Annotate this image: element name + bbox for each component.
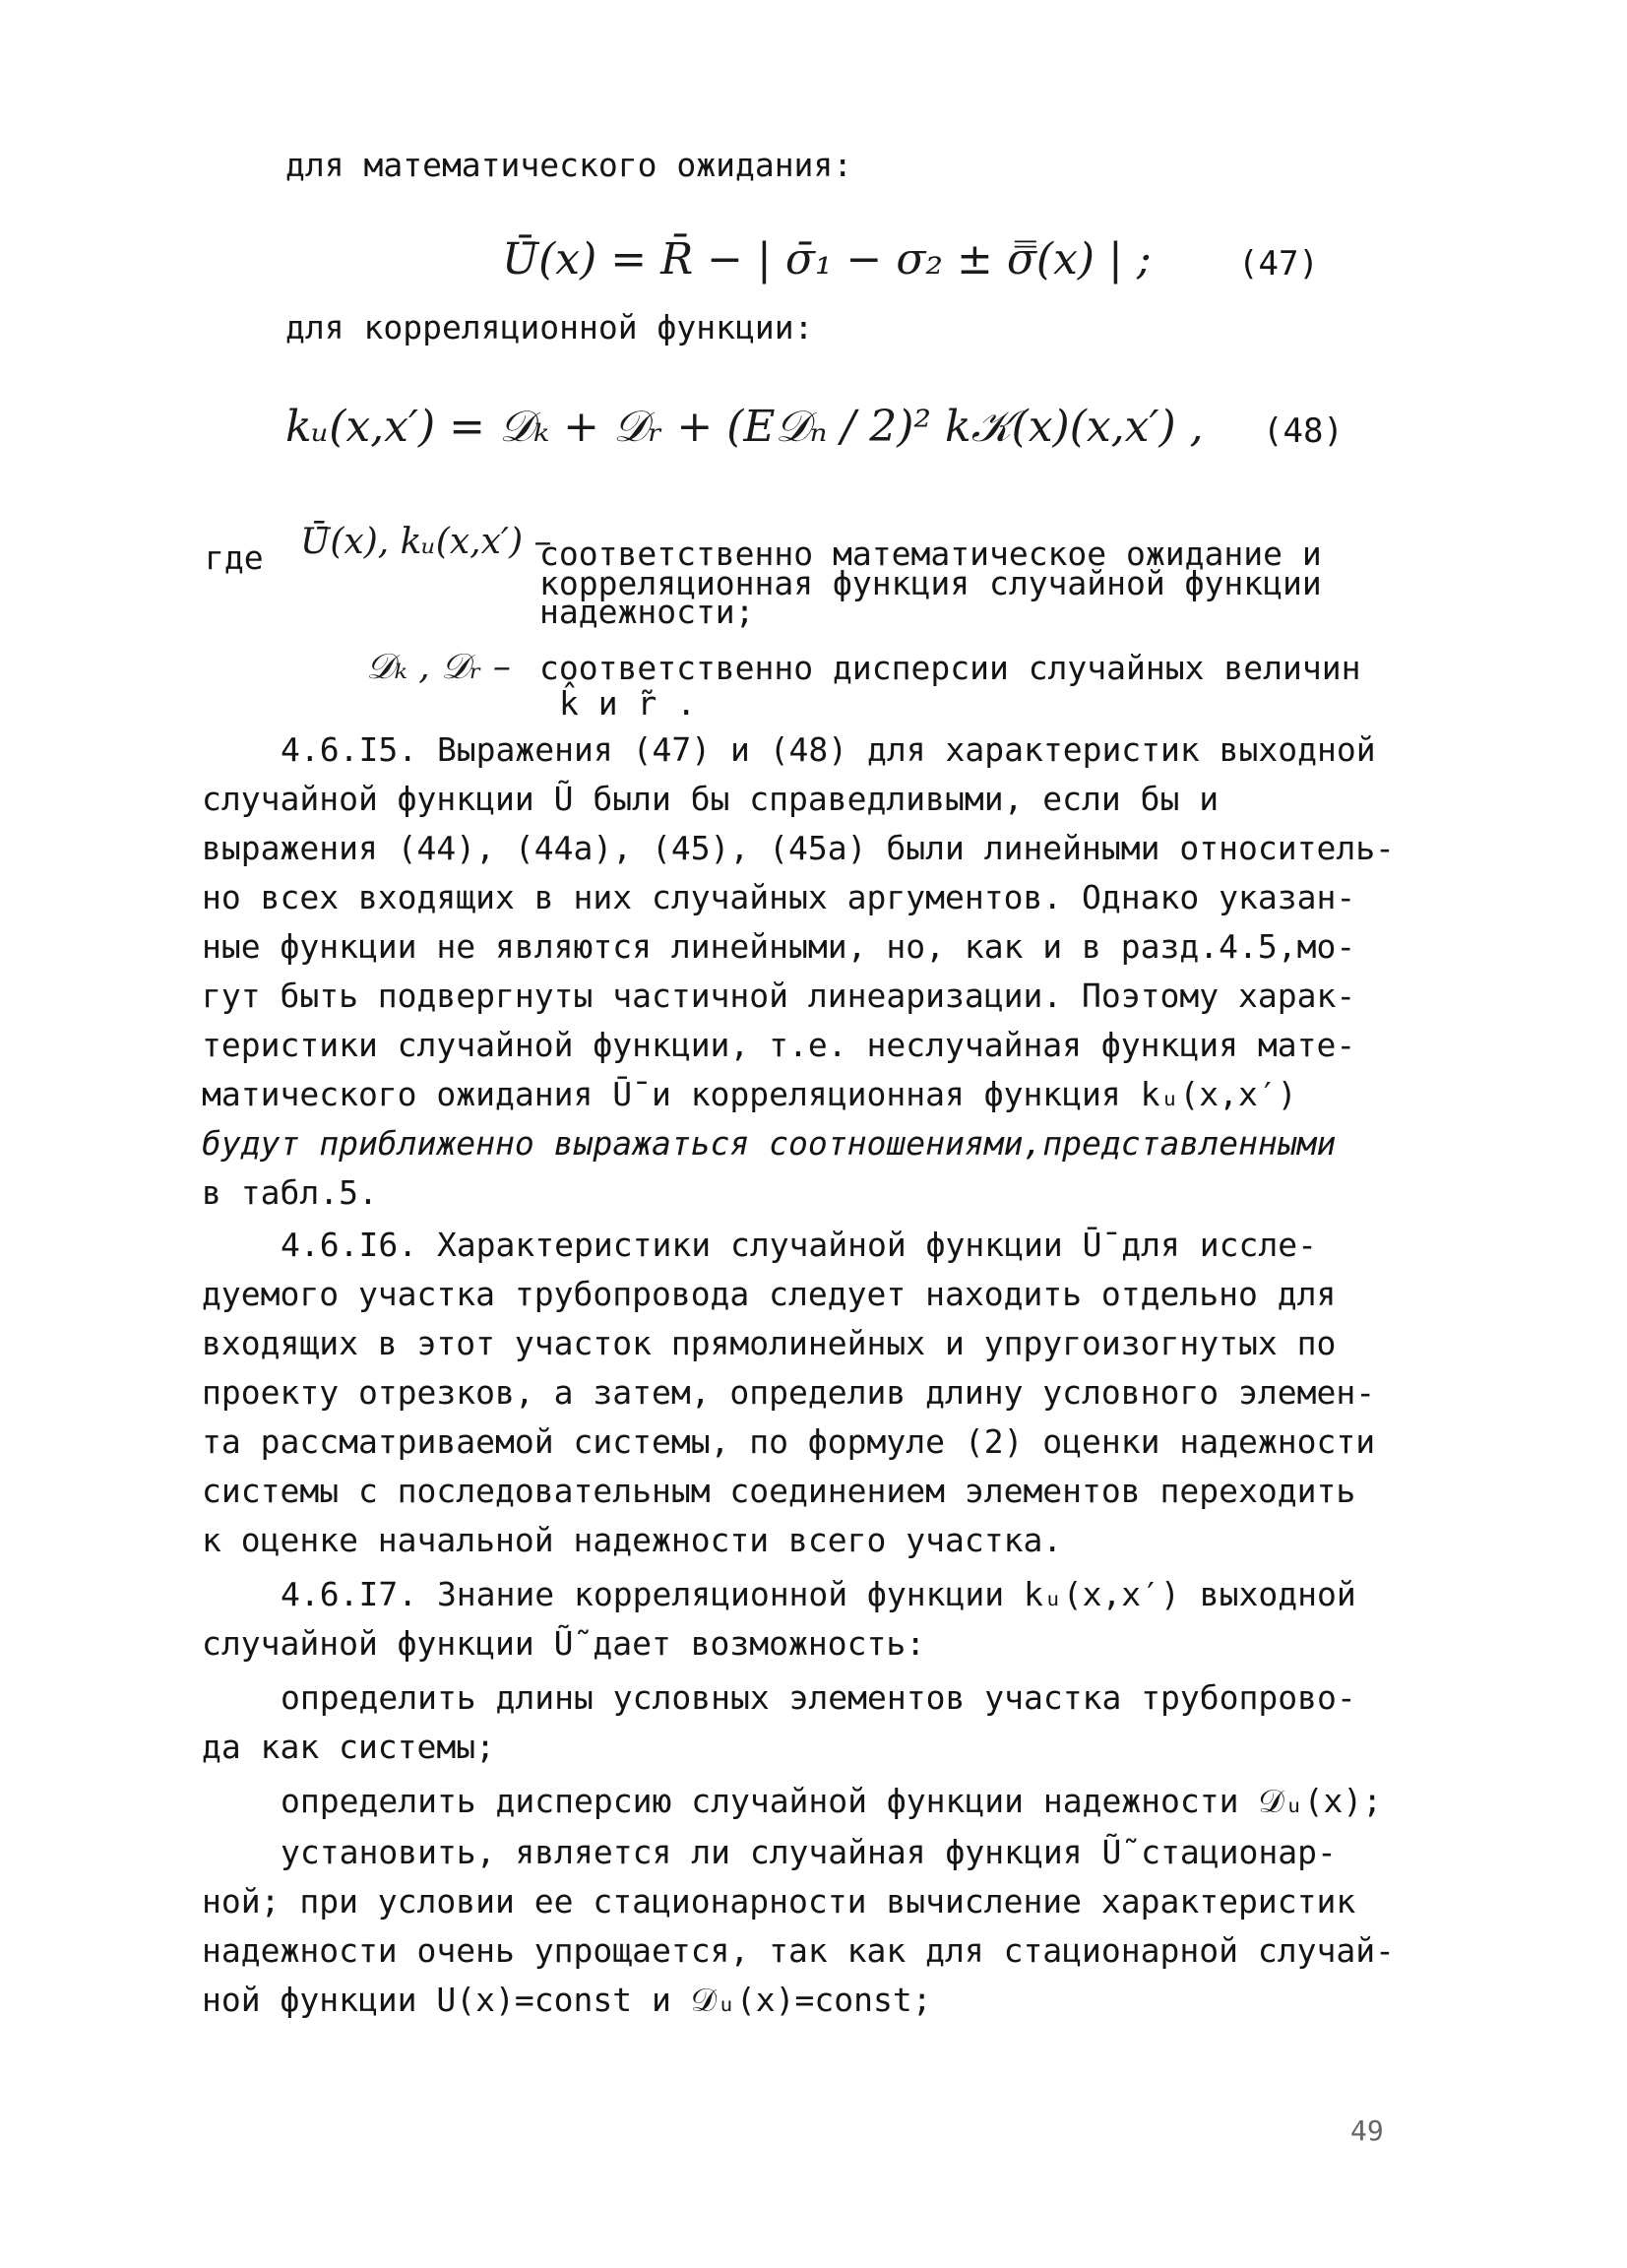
paragraph-4-6-17-line-3: определить длины условных элементов участка трубопрово-: [281, 1678, 1356, 1717]
paragraph-4-6-17-line-8: надежности очень упрощается, так как для стационарной случай-: [202, 1931, 1395, 1970]
definition-1-text-2: корреляционная функция случайной функции: [539, 564, 1322, 602]
equation-number-47: (47): [1238, 244, 1319, 284]
paragraph-4-6-15-line-8: матического ожидания Ū̄ и корреляционная функция kᵤ(x,x′): [202, 1075, 1297, 1113]
paragraph-4-6-16-line-3: входящих в этот участок прямолинейных и упругоизогнутых по: [202, 1324, 1337, 1362]
paragraph-4-6-16-line-5: та рассматриваемой системы, по формуле (2) оценки надежности: [202, 1422, 1376, 1461]
definition-symbol-1: Ū̄(x), kᵤ(x,x′) –: [300, 522, 552, 562]
formula-48: kᵤ(x,x′) = 𝒟ₖ + 𝒟ᵣ + (E𝒟ₙ / 2)² k𝒦(x)(x,x′) ,: [285, 402, 1204, 452]
paragraph-4-6-17-line-2: случайной функции Ũ̃ дает возможность:: [202, 1624, 926, 1663]
paragraph-4-6-16-line-1: 4.6.I6. Характеристики случайной функции Ū̄ для иссле-: [281, 1226, 1317, 1264]
paragraph-4-6-17-line-4: да как системы;: [202, 1728, 496, 1766]
definition-2-text-2: k̂ и r̃ .: [559, 684, 697, 723]
paragraph-4-6-17-line-5: определить дисперсию случайной функции надежности 𝒟ᵤ(x);: [281, 1782, 1383, 1820]
page-number: 49: [1350, 2114, 1384, 2147]
definition-symbol-2: 𝒟ₖ , 𝒟ᵣ –: [366, 647, 511, 687]
paragraph-4-6-17-line-9: ной функции U(x)=const и 𝒟ᵤ(x)=const;: [202, 1981, 932, 2019]
paragraph-4-6-15-line-5: ные функции не являются линейными, но, как и в разд.4.5,мо-: [202, 927, 1356, 966]
where-label: где: [205, 538, 264, 577]
paragraph-4-6-17-line-7: ной; при условии ее стационарности вычисление характеристик: [202, 1882, 1356, 1921]
definition-1-text-3: надежности;: [539, 593, 755, 631]
definition-2-text-1: соответственно дисперсии случайных величин: [539, 649, 1361, 687]
paragraph-4-6-15-line-2: случайной функции Ũ были бы справедливыми, если бы и: [202, 780, 1220, 818]
paragraph-4-6-16-line-7: к оценке начальной надежности всего участка.: [202, 1521, 1063, 1559]
paragraph-4-6-15-line-6: гут быть подвергнуты частичной линеаризации. Поэтому харак-: [202, 976, 1356, 1015]
paragraph-4-6-17-line-1: 4.6.I7. Знание корреляционной функции kᵤ(x,x′) выходной: [281, 1575, 1356, 1613]
paragraph-4-6-15-line-1: 4.6.I5. Выражения (47) и (48) для характеристик выходной: [281, 730, 1376, 769]
paragraph-4-6-15-line-10: в табл.5.: [202, 1173, 378, 1212]
paragraph-4-6-15-line-3: выражения (44), (44а), (45), (45а) были линейными относитель-: [202, 829, 1395, 867]
intro-correlation-function: для корреляционной функции:: [285, 308, 814, 346]
paragraph-4-6-16-line-4: проекту отрезков, а затем, определив длину условного элемен-: [202, 1373, 1376, 1412]
paragraph-4-6-15-line-7: теристики случайной функции, т.е. неслучайная функция мате-: [202, 1026, 1356, 1064]
paragraph-4-6-15-line-9: будут приближенно выражаться соотношениями,представленными: [202, 1124, 1337, 1163]
formula-47: Ū̄(x) = R̄ − | σ̄₁ − σ₂ ± σ̿(x) | ;: [502, 234, 1152, 284]
paragraph-4-6-16-line-6: системы с последовательным соединением элементов переходить: [202, 1472, 1356, 1510]
paragraph-4-6-15-line-4: но всех входящих в них случайных аргументов. Однако указан-: [202, 878, 1356, 916]
intro-math-expectation: для математического ожидания:: [285, 146, 853, 184]
definition-1-text-1: соответственно математическое ожидание и: [539, 535, 1322, 573]
equation-number-48: (48): [1263, 411, 1344, 451]
paragraph-4-6-16-line-2: дуемого участка трубопровода следует находить отдельно для: [202, 1275, 1337, 1313]
paragraph-4-6-17-line-6: установить, является ли случайная функция Ũ̃ стационар-: [281, 1833, 1337, 1871]
